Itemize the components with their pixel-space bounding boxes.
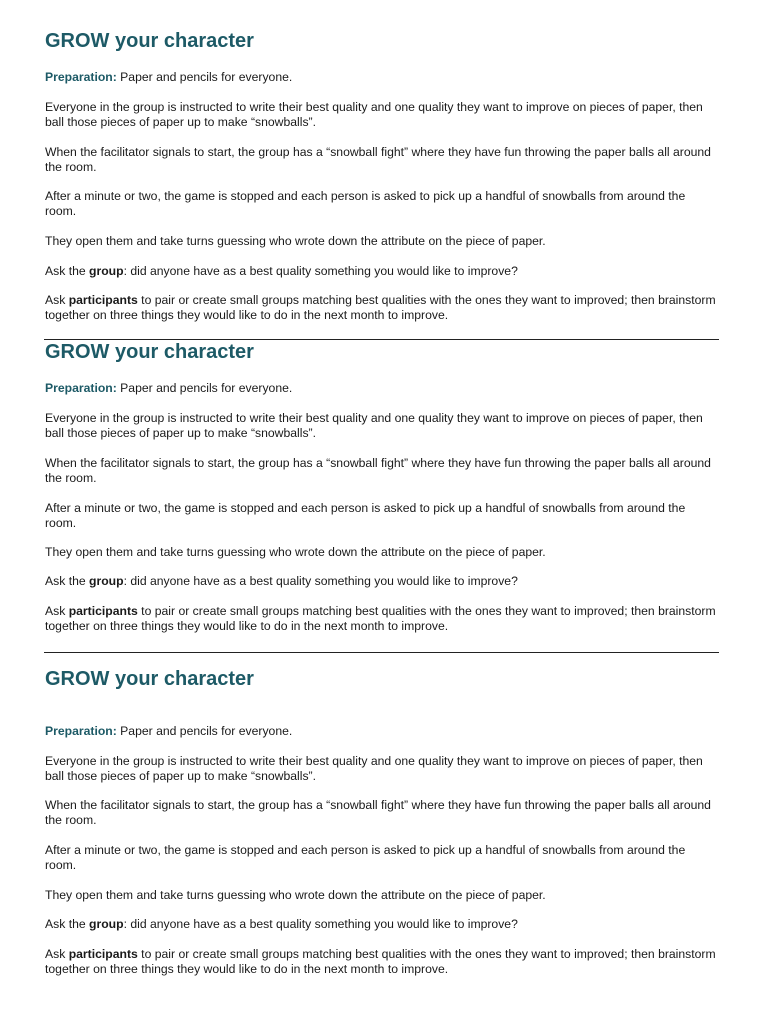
bold-participants: participants: [68, 604, 138, 618]
section-title: GROW your character: [45, 668, 254, 690]
text-span: Ask the: [45, 264, 90, 278]
paragraph-ask-participants: [45, 293, 719, 323]
preparation-text: Paper and pencils for everyone.: [116, 70, 293, 84]
paragraph-snowball-fight: When the facilitator signals to start, the group has a “snowball fight” where they have fun throwing the paper balls all around the room.: [45, 145, 711, 174]
paragraph-pick-up: After a minute or two, the game is stopped and each person is asked to pick up a handful of snowballs from around the room.: [45, 189, 686, 218]
section-title: GROW your character: [45, 30, 254, 52]
bold-group: group: [89, 574, 124, 588]
section-title: GROW your character: [45, 341, 254, 363]
paragraph-snowball-fight: When the facilitator signals to start, the group has a “snowball fight” where they have fun throwing the paper balls all around the room.: [45, 456, 711, 485]
paragraph-write-qualities: Everyone in the group is instructed to write their best quality and one quality they want to improve on pieces of paper, then ball those pieces of paper up to make “snowballs”.: [45, 754, 703, 783]
text-span: to pair or create small groups matching best qualities with the ones they want to improved; then brainstorm together on three things they would like to do in the next month to improve.: [45, 293, 716, 322]
paragraph-ask-group: [45, 917, 719, 932]
paragraph-snowball-fight: When the facilitator signals to start, the group has a “snowball fight” where they have fun throwing the paper balls all around the room.: [45, 798, 711, 827]
preparation-label: Preparation:: [45, 381, 117, 395]
text-span: : did anyone have as a best quality something you would like to improve?: [123, 917, 518, 931]
preparation-line: [45, 70, 719, 85]
text-span: Ask: [45, 293, 69, 307]
bold-participants: participants: [68, 947, 138, 961]
paragraph-ask-participants: [45, 947, 719, 977]
text-span: Ask the: [45, 917, 90, 931]
preparation-line: [45, 381, 719, 396]
text-span: Ask: [45, 947, 69, 961]
paragraph-ask-participants: [45, 604, 719, 634]
preparation-line: [45, 724, 719, 739]
text-span: Ask: [45, 604, 69, 618]
bold-group: group: [89, 264, 124, 278]
text-span: to pair or create small groups matching best qualities with the ones they want to improved; then brainstorm together on three things they would like to do in the next month to improve.: [45, 947, 716, 976]
text-span: : did anyone have as a best quality something you would like to improve?: [123, 264, 518, 278]
text-span: to pair or create small groups matching best qualities with the ones they want to improved; then brainstorm together on three things they would like to do in the next month to improve.: [45, 604, 716, 633]
preparation-label: Preparation:: [45, 70, 117, 84]
bold-group: group: [89, 917, 124, 931]
paragraph-guessing: They open them and take turns guessing who wrote down the attribute on the piece of paper.: [45, 234, 546, 248]
paragraph-ask-group: [45, 574, 719, 589]
preparation-label: Preparation:: [45, 724, 117, 738]
paragraph-guessing: They open them and take turns guessing who wrote down the attribute on the piece of paper.: [45, 545, 546, 559]
paragraph-pick-up: After a minute or two, the game is stopped and each person is asked to pick up a handful of snowballs from around the room.: [45, 501, 686, 530]
paragraph-write-qualities: Everyone in the group is instructed to write their best quality and one quality they want to improve on pieces of paper, then ball those pieces of paper up to make “snowballs”.: [45, 100, 703, 129]
text-span: : did anyone have as a best quality something you would like to improve?: [123, 574, 518, 588]
paragraph-ask-group: [45, 264, 719, 279]
section-divider: [44, 652, 719, 653]
paragraph-write-qualities: Everyone in the group is instructed to write their best quality and one quality they want to improve on pieces of paper, then ball those pieces of paper up to make “snowballs”.: [45, 411, 703, 440]
preparation-text: Paper and pencils for everyone.: [116, 381, 293, 395]
text-span: Ask the: [45, 574, 90, 588]
preparation-text: Paper and pencils for everyone.: [116, 724, 293, 738]
paragraph-guessing: They open them and take turns guessing who wrote down the attribute on the piece of paper.: [45, 888, 546, 902]
paragraph-pick-up: After a minute or two, the game is stopped and each person is asked to pick up a handful of snowballs from around the room.: [45, 843, 686, 872]
bold-participants: participants: [68, 293, 138, 307]
